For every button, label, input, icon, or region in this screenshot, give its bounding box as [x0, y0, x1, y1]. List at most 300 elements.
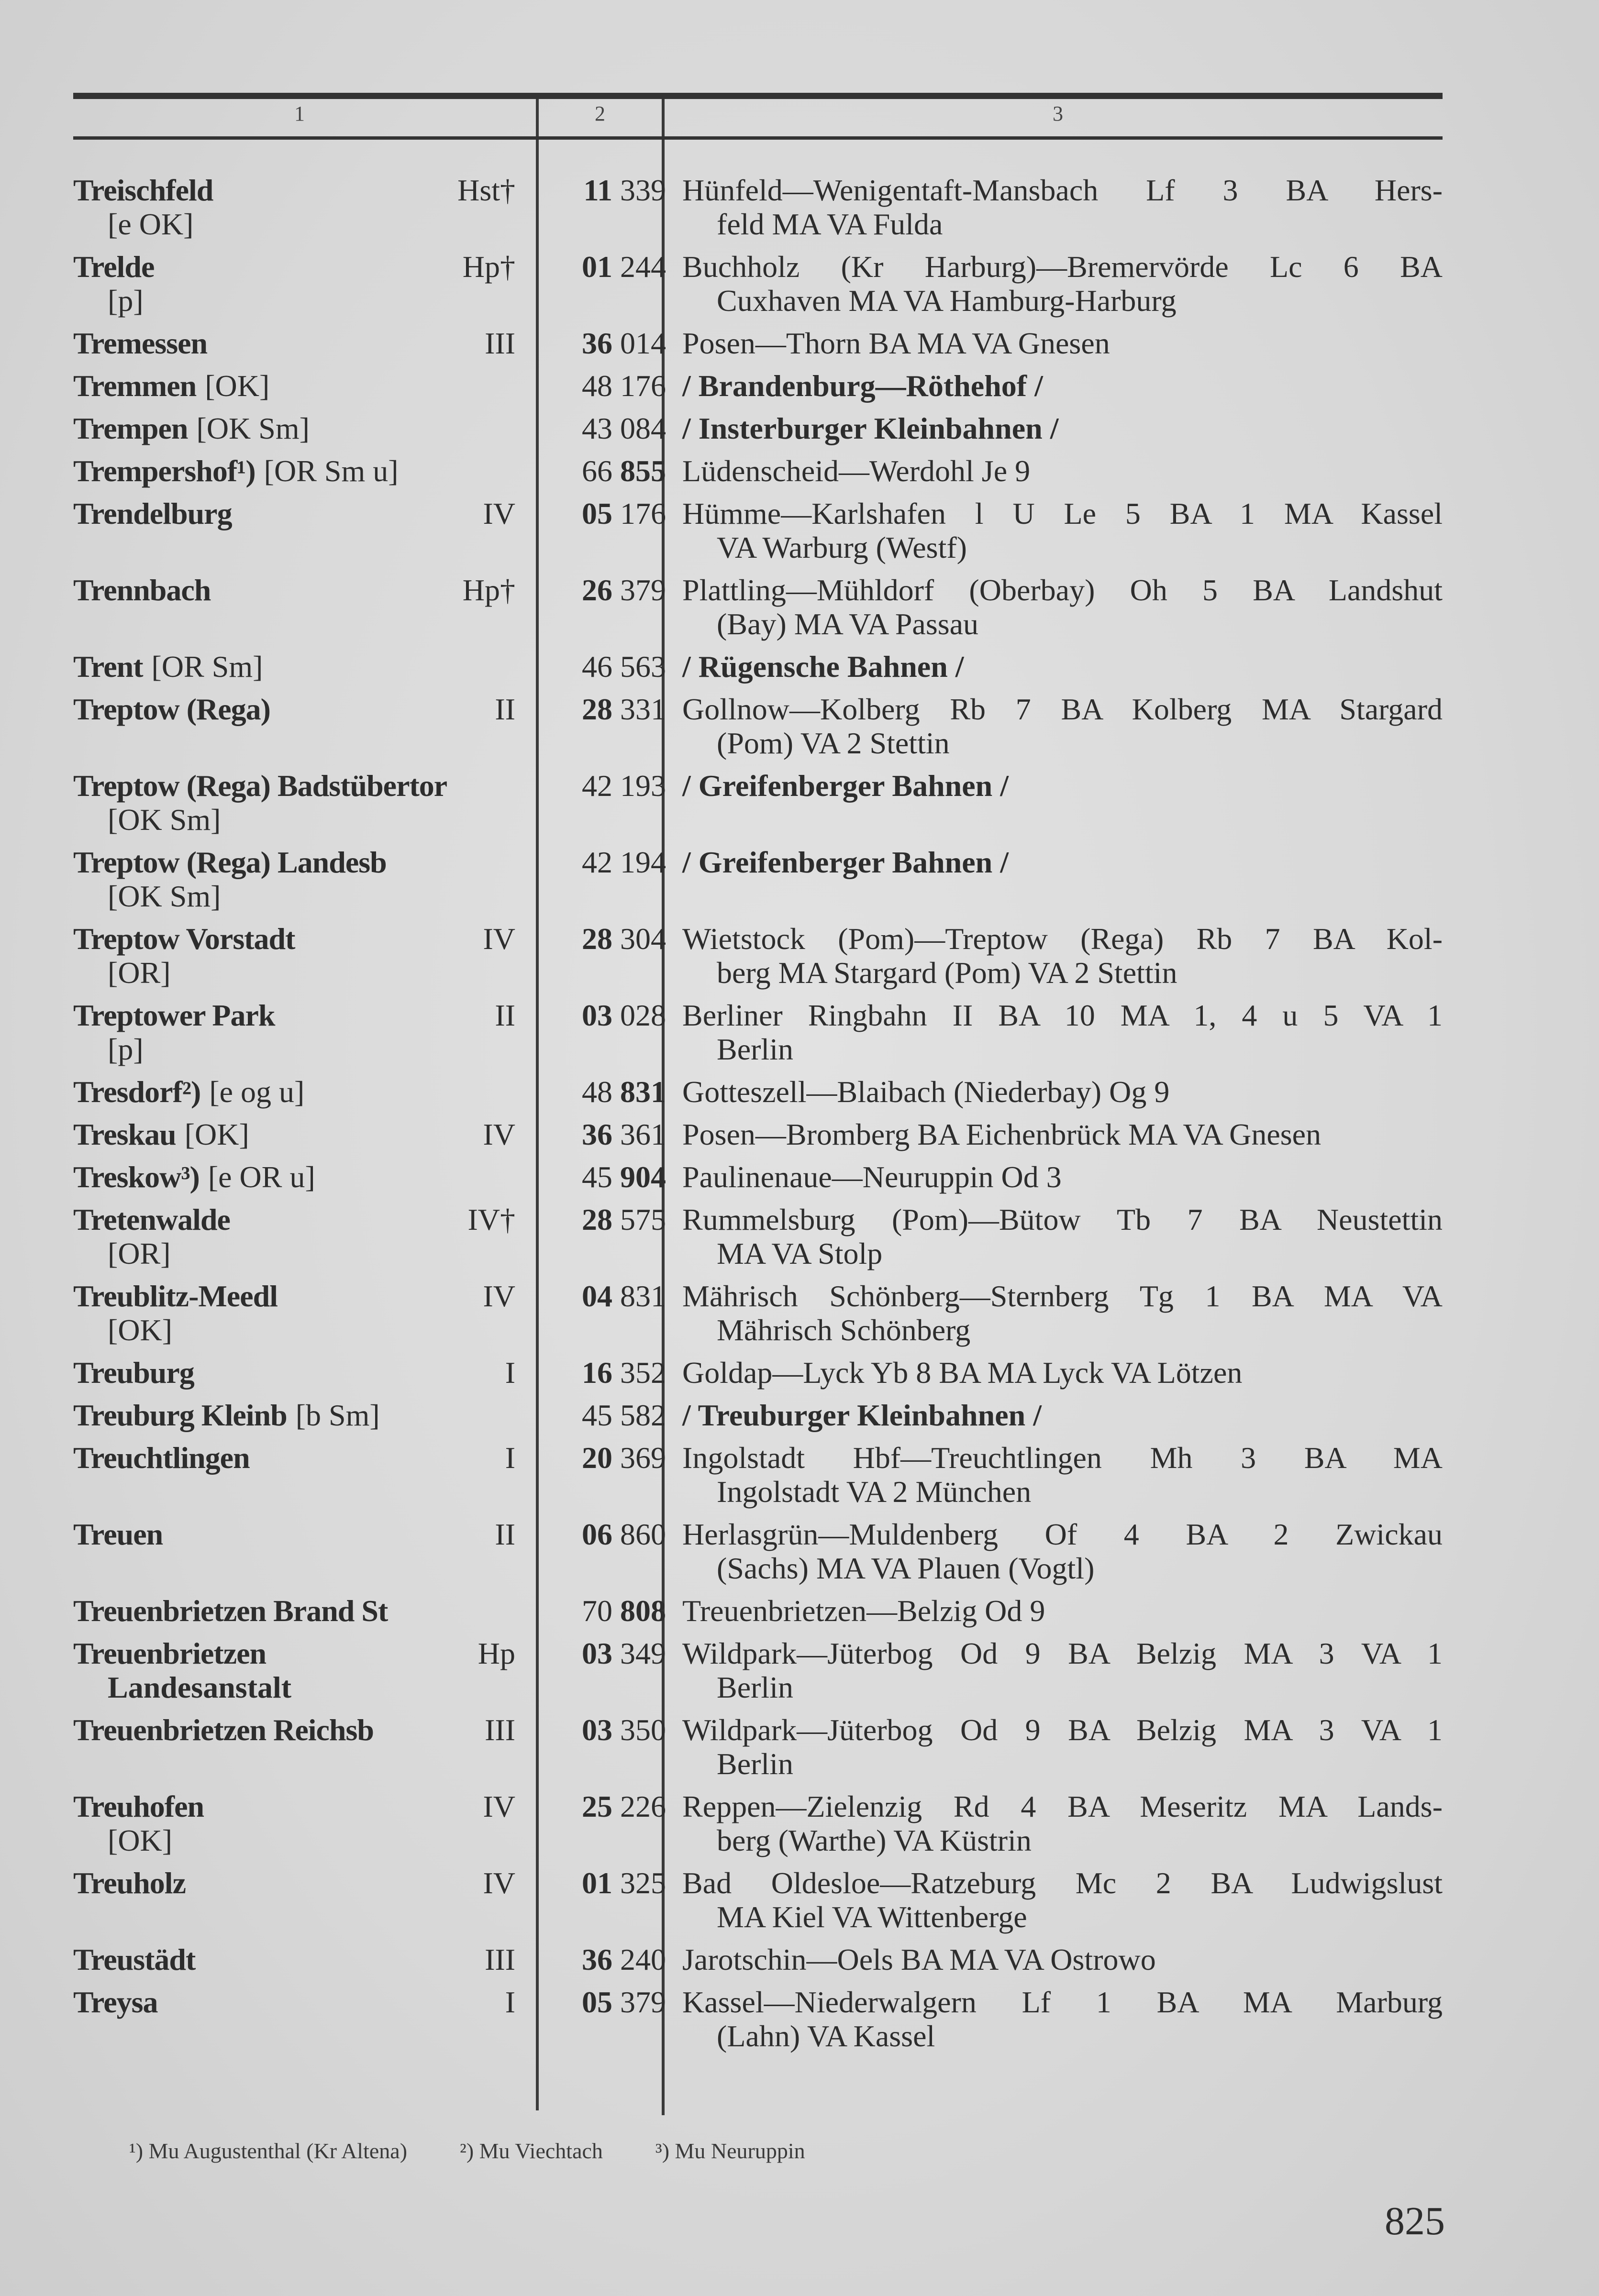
station-number: [537, 1398, 681, 1432]
station-number: [537, 326, 681, 360]
station-class: I: [505, 1356, 515, 1390]
footnotes: [129, 2138, 805, 2164]
station-number: [537, 1789, 681, 1857]
table-row: [73, 998, 1443, 1075]
number-suffix: 575: [620, 1203, 666, 1236]
station-cell: [73, 769, 519, 837]
station-class: Hp†: [462, 250, 515, 284]
table-row: [73, 573, 1443, 650]
spacer: [204, 1789, 483, 1823]
number-prefix: 03: [582, 1636, 612, 1670]
route-description: [681, 1398, 1443, 1432]
number-suffix: 361: [620, 1117, 666, 1151]
station-name: Trendelburg: [73, 497, 232, 530]
number-suffix: 325: [620, 1866, 666, 1900]
station-name: Trent: [73, 650, 143, 684]
description-line: Rummelsburg (Pom)—Bütow Tb 7 BA Neustettin: [682, 1203, 1443, 1236]
station-line: [73, 922, 515, 956]
description-line: Posen—Thorn BA MA VA Gnesen: [682, 326, 1110, 360]
station-line: [73, 1943, 515, 1976]
station-line: [73, 250, 515, 284]
description-line: Berlin: [717, 1747, 793, 1781]
route-description: [681, 1943, 1443, 1976]
number-prefix: 28: [582, 922, 612, 956]
number-prefix: 36: [582, 326, 612, 360]
description-line: / Greifenberger Bahnen /: [682, 845, 1009, 879]
station-number: [537, 1075, 681, 1109]
station-cell: [73, 1441, 519, 1509]
spacer: [158, 1985, 505, 2019]
table-row: [73, 411, 1443, 454]
route-description: [681, 1713, 1443, 1781]
station-number: [537, 250, 681, 318]
number-suffix: 350: [620, 1713, 666, 1747]
station-cell: [73, 454, 519, 488]
station-number: [537, 1117, 681, 1151]
station-name: Treskow³): [73, 1160, 200, 1194]
station-number: [537, 1594, 681, 1628]
station-line: [73, 650, 515, 684]
station-number: [537, 650, 681, 684]
number-prefix: 16: [582, 1356, 612, 1390]
station-cell: [73, 1866, 519, 1934]
station-cell: [73, 1943, 519, 1976]
spacer: [275, 998, 495, 1032]
station-qualifier: [OK]: [184, 1117, 249, 1151]
table-row: [73, 1517, 1443, 1594]
station-line: [73, 1636, 515, 1670]
station-qualifier: [e OK]: [108, 207, 194, 241]
station-line: [73, 1117, 515, 1151]
description-line: (Bay) MA VA Passau: [717, 607, 979, 641]
description-line: Gotteszell—Blaibach (Niederbay) Og 9: [682, 1075, 1170, 1109]
route-description: [681, 1985, 1443, 2053]
station-class: IV: [483, 1866, 515, 1900]
table-row: [73, 1594, 1443, 1636]
spacer: [232, 497, 483, 530]
station-cell: [73, 1203, 519, 1270]
station-cell: [73, 173, 519, 241]
station-table: [73, 173, 1443, 2062]
station-line: [73, 497, 515, 530]
route-description: [681, 1356, 1443, 1390]
route-description: [681, 411, 1443, 445]
spacer: [278, 1279, 483, 1313]
description-line: Hümme—Karlshafen l U Le 5 BA 1 MA Kassel: [682, 497, 1443, 530]
station-line: [73, 411, 515, 445]
station-line: [73, 1075, 515, 1109]
station-number: [537, 173, 681, 241]
station-class: Hp: [477, 1636, 515, 1670]
station-line: [73, 1441, 515, 1475]
station-class: I: [505, 1985, 515, 2019]
description-line: (Pom) VA 2 Stettin: [717, 726, 950, 760]
station-qualifier: [OK]: [108, 1313, 173, 1347]
route-description: [681, 1594, 1443, 1628]
station-qualifier: [OK]: [205, 369, 270, 403]
number-suffix: 339: [620, 173, 666, 207]
number-prefix: 03: [582, 998, 612, 1032]
station-number: [537, 1985, 681, 2053]
table-row: [73, 922, 1443, 998]
number-prefix: 01: [582, 250, 612, 284]
route-description: [681, 454, 1443, 488]
route-description: [681, 250, 1443, 318]
table-row: [73, 1279, 1443, 1356]
description-line: / Brandenburg—Röthehof /: [682, 369, 1043, 403]
number-suffix: 831: [620, 1279, 666, 1313]
number-suffix: 904: [620, 1160, 666, 1194]
description-line: Treuenbrietzen—Belzig Od 9: [682, 1594, 1045, 1628]
station-number: [537, 1203, 681, 1270]
route-description: [681, 845, 1443, 913]
number-prefix: 05: [582, 1985, 612, 2019]
number-prefix: 11: [583, 173, 612, 207]
station-cell: [73, 1279, 519, 1347]
description-line: Ingolstadt VA 2 München: [717, 1475, 1032, 1509]
header-divider: [662, 99, 665, 136]
number-suffix: 194: [620, 845, 666, 879]
station-class: I: [505, 1441, 515, 1475]
route-description: [681, 1789, 1443, 1857]
station-number: [537, 692, 681, 760]
number-prefix: 43: [582, 411, 612, 445]
spacer: [250, 1441, 505, 1475]
number-suffix: 379: [620, 573, 666, 607]
number-suffix: 331: [620, 692, 666, 726]
description-line: Berliner Ringbahn II BA 10 MA 1, 4 u 5 VA 1: [682, 998, 1443, 1032]
number-prefix: 42: [582, 769, 612, 803]
table-row: [73, 454, 1443, 497]
column-header-3: 3: [1053, 102, 1063, 125]
station-number: [537, 922, 681, 990]
station-name: Treischfeld: [73, 173, 213, 207]
description-line: Lüdenscheid—Werdohl Je 9: [682, 454, 1031, 488]
station-line: [73, 1356, 515, 1390]
number-suffix: 582: [620, 1398, 666, 1432]
description-line: Jarotschin—Oels BA MA VA Ostrowo: [682, 1943, 1156, 1976]
description-line: (Lahn) VA Kassel: [717, 2019, 935, 2053]
table-row: [73, 497, 1443, 573]
station-name: Treysa: [73, 1985, 158, 2019]
number-prefix: 05: [582, 497, 612, 530]
table-row: [73, 845, 1443, 922]
station-cell: [73, 650, 519, 684]
top-rule: [73, 93, 1443, 99]
route-description: [681, 1636, 1443, 1704]
station-class: II: [495, 998, 515, 1032]
station-name: Treptow (Rega) Badstübertor: [73, 769, 447, 803]
station-cell: [73, 1075, 519, 1109]
station-line: [73, 845, 515, 879]
station-name: Treptow (Rega): [73, 692, 270, 726]
table-row: [73, 1203, 1443, 1279]
description-line: Mährisch Schönberg—Sternberg Tg 1 BA MA VA: [682, 1279, 1443, 1313]
station-qualifier: [p]: [108, 1032, 144, 1066]
station-cell: [73, 411, 519, 445]
description-line: Ingolstadt Hbf—Treuchtlingen Mh 3 BA MA: [682, 1441, 1443, 1475]
description-line: / Insterburger Kleinbahnen /: [682, 411, 1059, 445]
number-prefix: 36: [582, 1943, 612, 1976]
spacer: [380, 1398, 515, 1432]
station-line: [73, 1398, 515, 1432]
route-description: [681, 497, 1443, 564]
number-prefix: 45: [582, 1398, 612, 1432]
station-line: [73, 692, 515, 726]
table-row: [73, 1356, 1443, 1398]
station-name: Tretenwalde: [73, 1203, 230, 1236]
number-prefix: 46: [582, 650, 612, 684]
station-number: [537, 1866, 681, 1934]
description-line: / Rügensche Bahnen /: [682, 650, 964, 684]
route-description: [681, 1866, 1443, 1934]
footnote: ¹) Mu Augustenthal (Kr Altena): [129, 2139, 408, 2163]
station-number: [537, 411, 681, 445]
table-row: [73, 1398, 1443, 1441]
station-number: [537, 1279, 681, 1347]
number-prefix: 28: [582, 1203, 612, 1236]
station-name: Treuchtlingen: [73, 1441, 250, 1475]
spacer: [388, 1594, 515, 1628]
table-row: [73, 1441, 1443, 1517]
station-class: II: [495, 692, 515, 726]
table-row: [73, 1866, 1443, 1943]
station-qualifier: [OK Sm]: [108, 879, 221, 913]
description-line: Paulinenaue—Neuruppin Od 3: [682, 1160, 1062, 1194]
station-cell: [73, 1356, 519, 1390]
description-line: VA Warburg (Westf): [717, 530, 967, 564]
table-row: [73, 692, 1443, 769]
description-line: Wildpark—Jüterbog Od 9 BA Belzig MA 3 VA 1: [682, 1713, 1443, 1747]
station-class: IV: [483, 922, 515, 956]
number-suffix: 304: [620, 922, 666, 956]
route-description: [681, 998, 1443, 1066]
station-class: Hp†: [462, 573, 515, 607]
station-cell: [73, 250, 519, 318]
table-row: [73, 1636, 1443, 1713]
number-suffix: 240: [620, 1943, 666, 1976]
station-qualifier: [p]: [108, 284, 144, 318]
number-prefix: 45: [582, 1160, 612, 1194]
station-class: IV: [483, 1279, 515, 1313]
station-name: Trennbach: [73, 573, 211, 607]
number-suffix: 028: [620, 998, 666, 1032]
station-number: [537, 1356, 681, 1390]
station-number: [537, 1943, 681, 1976]
description-line: Cuxhaven MA VA Hamburg-Harburg: [717, 284, 1177, 318]
route-description: [681, 650, 1443, 684]
station-line: [73, 173, 515, 207]
station-number: [537, 1160, 681, 1194]
station-class: IV: [483, 1117, 515, 1151]
station-name: Trempershof¹): [73, 454, 255, 488]
station-number: [537, 845, 681, 913]
station-name: Treuenbrietzen: [73, 1636, 266, 1670]
spacer: [315, 1160, 515, 1194]
station-line: [73, 998, 515, 1032]
description-line: (Sachs) MA VA Plauen (Vogtl): [717, 1551, 1095, 1585]
station-name: Treuen: [73, 1517, 163, 1551]
station-qualifier: [e OR u]: [208, 1160, 315, 1194]
table-row: [73, 173, 1443, 250]
station-cell: [73, 573, 519, 641]
footnote: ³) Mu Neuruppin: [655, 2139, 805, 2163]
route-description: [681, 173, 1443, 241]
number-suffix: 226: [620, 1789, 666, 1823]
station-line: [73, 1866, 515, 1900]
spacer: [194, 1356, 505, 1390]
spacer: [270, 692, 495, 726]
station-name: Tremessen: [73, 326, 208, 360]
table-row: [73, 650, 1443, 692]
station-line: [73, 369, 515, 403]
description-line: / Treuburger Kleinbahnen /: [682, 1398, 1042, 1432]
spacer: [213, 173, 457, 207]
station-number: [537, 1517, 681, 1585]
route-description: [681, 1279, 1443, 1347]
spacer: [230, 1203, 468, 1236]
station-name: Trempen: [73, 411, 188, 445]
description-line: feld MA VA Fulda: [717, 207, 943, 241]
number-suffix: 352: [620, 1356, 666, 1390]
description-line: Kassel—Niederwalgern Lf 1 BA MA Marburg: [682, 1985, 1443, 2019]
number-prefix: 20: [582, 1441, 612, 1475]
description-line: / Greifenberger Bahnen /: [682, 769, 1009, 803]
number-prefix: 70: [582, 1594, 612, 1628]
spacer: [310, 411, 515, 445]
description-line: Mährisch Schönberg: [717, 1313, 971, 1347]
table-row: [73, 1985, 1443, 2062]
station-name: Tremmen: [73, 369, 197, 403]
description-line: MA VA Stolp: [717, 1236, 883, 1270]
number-suffix: 369: [620, 1441, 666, 1475]
station-name: Treptower Park: [73, 998, 275, 1032]
station-cell: [73, 1636, 519, 1704]
station-qualifier: [OR]: [108, 956, 171, 990]
station-name: Treuholz: [73, 1866, 186, 1900]
station-qualifier: [OK Sm]: [108, 803, 221, 837]
station-number: [537, 573, 681, 641]
station-class: IV: [483, 1789, 515, 1823]
table-row: [73, 769, 1443, 845]
route-description: [681, 1517, 1443, 1585]
station-number: [537, 1713, 681, 1781]
description-line: berg MA Stargard (Pom) VA 2 Stettin: [717, 956, 1177, 990]
table-row: [73, 1943, 1443, 1985]
station-line: [73, 1160, 515, 1194]
station-cell: [73, 326, 519, 360]
station-cell: [73, 998, 519, 1066]
number-prefix: 01: [582, 1866, 612, 1900]
station-qualifier: [b Sm]: [295, 1398, 380, 1432]
station-line: [73, 326, 515, 360]
number-prefix: 48: [582, 1075, 612, 1109]
number-suffix: 014: [620, 326, 666, 360]
spacer: [163, 1517, 495, 1551]
number-suffix: 831: [620, 1075, 666, 1109]
station-name: Trelde: [73, 250, 155, 284]
description-line: Bad Oldesloe—Ratzeburg Mc 2 BA Ludwigslust: [682, 1866, 1443, 1900]
route-description: [681, 1441, 1443, 1509]
number-prefix: 06: [582, 1517, 612, 1551]
description-line: Goldap—Lyck Yb 8 BA MA Lyck VA Lötzen: [682, 1356, 1243, 1390]
station-cell: [73, 1160, 519, 1194]
number-suffix: 176: [620, 497, 666, 530]
station-name: Treublitz-Meedl: [73, 1279, 278, 1313]
page-number: 825: [1385, 2199, 1445, 2243]
station-line: [73, 1279, 515, 1313]
station-number: [537, 1441, 681, 1509]
table-row: [73, 1789, 1443, 1866]
station-number: [537, 769, 681, 837]
number-prefix: 03: [582, 1713, 612, 1747]
station-qualifier: [OK]: [108, 1823, 173, 1857]
station-name: Treuburg: [73, 1356, 194, 1390]
station-class: Hst†: [457, 173, 515, 207]
station-cell: [73, 1789, 519, 1857]
table-row: [73, 1160, 1443, 1203]
route-description: [681, 573, 1443, 641]
station-line: [73, 1517, 515, 1551]
route-description: [681, 769, 1443, 837]
number-prefix: 36: [582, 1117, 612, 1151]
route-description: [681, 326, 1443, 360]
station-qualifier: [OK Sm]: [196, 411, 310, 445]
column-header-2: 2: [595, 102, 605, 125]
station-qualifier: [e og u]: [209, 1075, 305, 1109]
description-line: Plattling—Mühldorf (Oberbay) Oh 5 BA Landshut: [682, 573, 1443, 607]
station-number: [537, 369, 681, 403]
description-line: Herlasgrün—Muldenberg Of 4 BA 2 Zwickau: [682, 1517, 1443, 1551]
station-line: [73, 1594, 515, 1628]
station-class: II: [495, 1517, 515, 1551]
number-prefix: 04: [582, 1279, 612, 1313]
number-prefix: 66: [582, 454, 612, 488]
spacer: [211, 573, 462, 607]
route-description: [681, 692, 1443, 760]
description-line: Posen—Bromberg BA Eichenbrück MA VA Gnesen: [682, 1117, 1321, 1151]
number-prefix: 26: [582, 573, 612, 607]
route-description: [681, 1160, 1443, 1194]
spacer: [295, 922, 483, 956]
station-line: [73, 573, 515, 607]
route-description: [681, 369, 1443, 403]
table-row: [73, 250, 1443, 326]
station-cell: [73, 497, 519, 564]
header-divider: [536, 99, 539, 136]
station-name: Treuburg Kleinb: [73, 1398, 287, 1432]
station-line: [73, 1713, 515, 1747]
station-number: [537, 1636, 681, 1704]
spacer: [249, 1117, 483, 1151]
description-line: Reppen—Zielenzig Rd 4 BA Meseritz MA Lands-: [682, 1789, 1443, 1823]
spacer: [387, 845, 515, 879]
station-name: Treustädt: [73, 1943, 196, 1976]
spacer: [447, 769, 515, 803]
station-name: Treptow (Rega) Landesb: [73, 845, 387, 879]
column-header-1: 1: [294, 102, 305, 125]
table-row: [73, 369, 1443, 411]
spacer: [186, 1866, 483, 1900]
route-description: [681, 1117, 1443, 1151]
description-line: MA Kiel VA Wittenberge: [717, 1900, 1027, 1934]
description-line: Hünfeld—Wenigentaft-Mansbach Lf 3 BA Hers-: [682, 173, 1443, 207]
number-suffix: 176: [620, 369, 666, 403]
station-name: Treptow Vorstadt: [73, 922, 295, 956]
table-row: [73, 326, 1443, 369]
number-suffix: 379: [620, 1985, 666, 2019]
station-cell: [73, 845, 519, 913]
